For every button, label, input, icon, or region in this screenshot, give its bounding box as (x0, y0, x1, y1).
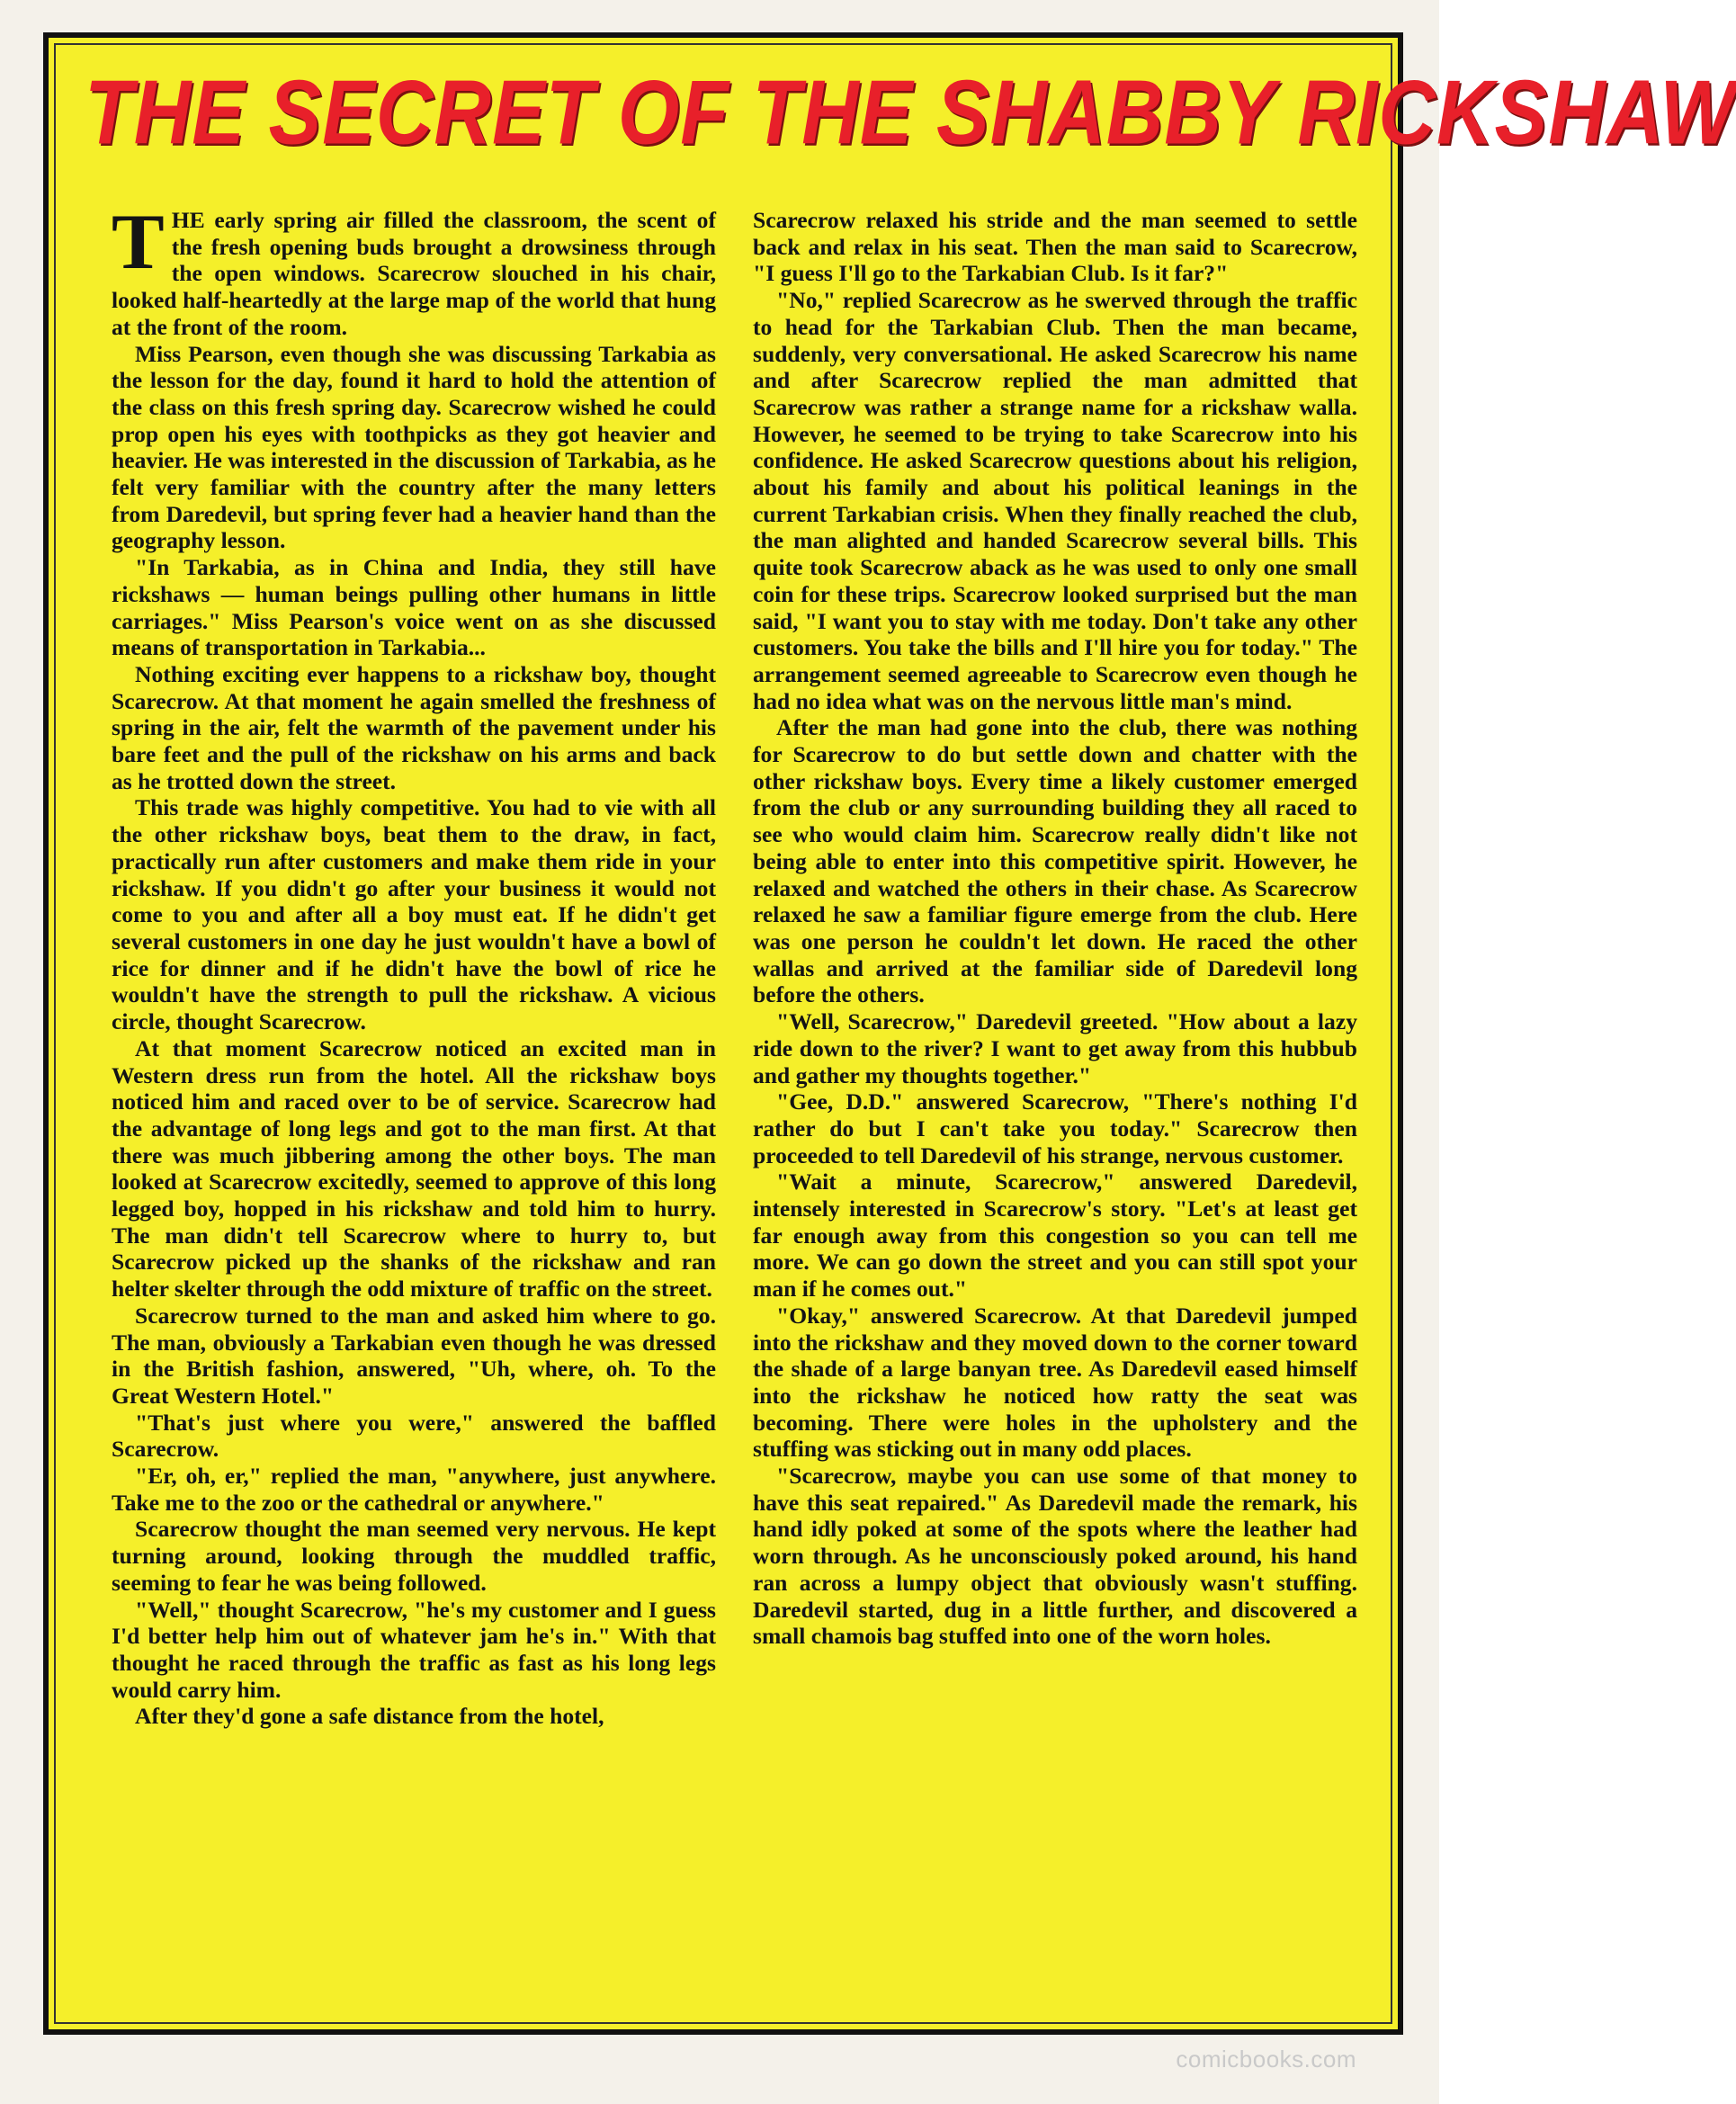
story-paragraph: "No," replied Scarecrow as he swerved through the traffic to head for the Tarkabian Club. Then the man became, suddenly, very conversational. He asked Scarecrow his name and after Scarecrow replied the man admitted that Scarecrow was rather a strange name for a rickshaw walla. However, he seemed to be trying to take Scarecrow into his confidence. He asked Scarecrow questions about his religion, about his family and about his political leanings in the current Tarkabian crisis. When they finally reached the club, the man alighted and handed Scarecrow several bills. This quite took Scarecrow aback as he was used to only one small coin for these trips. Scarecrow looked surprised but the man said, "I want you to stay with me today. Don't take any other customers. You take the bills and I'll hire you for today." The arrangement seemed agreeable to Scarecrow even though he had no idea what was on the nervous little man's mind. (753, 287, 1357, 714)
story-paragraph: Miss Pearson, even though she was discussing Tarkabia as the lesson for the day, found it hard to hold the attention of the class on this fresh spring day. Scarecrow wished he could prop open his eyes with toothpicks as they got heavier and heavier. He was interested in the discussion of Tarkabia, as he felt very familiar with the country after the many letters from Daredevil, but spring fever had a heavier hand than the geography lesson. (112, 340, 716, 554)
story-paragraph: "Wait a minute, Scarecrow," answered Daredevil, intensely interested in Scarecrow's story. "Let's at least get far enough away from this congestion so you can tell me more. We can go down the street and you can still spot your man if he comes out." (753, 1168, 1357, 1303)
story-paragraph: After they'd gone a safe distance from the hotel, (135, 1703, 604, 1730)
story-paragraph: Scarecrow thought the man seemed very nervous. He kept turning around, looking through the muddled traffic, seeming to fear he was being followed. (112, 1516, 716, 1596)
story-paragraph: Scarecrow relaxed his stride and the man seemed to settle back and relax in his seat. Then the man said to Scarecrow, "I guess I'll go to the Tarkabian Club. Is it far?" (753, 207, 1357, 287)
story-paragraph: "Gee, D.D." answered Scarecrow, "There's nothing I'd rather do but I can't take you today." Scarecrow then proceeded to tell Daredevil of his strange, nervous customer. (753, 1088, 1357, 1168)
story-paragraph: THE early spring air filled the classroom, the scent of the fresh opening buds brought a drowsiness through the open windows. Scarecrow slouched in his chair, looked half-heartedly at the large map of the world that hung at the front of the room. (112, 199, 716, 340)
story-paragraph: "That's just where you were," answered the baffled Scarecrow. (112, 1409, 716, 1463)
story-paragraph: "Scarecrow, maybe you can use some of that money to have this seat repaired." As Daredevil made the remark, his hand idly poked at some of the spots where the leather had worn through. As he unconsciously poked around, his hand ran across a lumpy object that obviously wasn't stuffing. Daredevil started, dug in a little further, and discovered a small chamois bag stuffed into one of the worn holes. (753, 1463, 1357, 1650)
story-paragraph: "Well, Scarecrow," Daredevil greeted. "How about a lazy ride down to the river? I want to get away from this hubbub and gather my thoughts together." (753, 1008, 1357, 1088)
text-panel (43, 32, 1736, 2035)
story-paragraph: This trade was highly competitive. You had to vie with all the other rickshaw boys, beat them to the draw, in fact, practically run after customers and make them ride in your rickshaw. If you didn't go after your business it would not come to you and after all a boy must eat. If he didn't get several customers in one day he just wouldn't have a bowl of rice for dinner and if he didn't have the bowl of rice he wouldn't have the strength to pull the rickshaw. A vicious circle, thought Scarecrow. (112, 794, 716, 1035)
story-paragraph: "Okay," answered Scarecrow. At that Daredevil jumped into the rickshaw and they moved down to the corner toward the shade of a large banyan tree. As Daredevil eased himself into the rickshaw he noticed how ratty the seat was becoming. There were holes in the upholstery and the stuffing was sticking out in many odd places. (753, 1302, 1357, 1463)
watermark: comicbooks.com (1176, 2046, 1356, 2073)
story-paragraph: At that moment Scarecrow noticed an excited man in Western dress run from the hotel. All the rickshaw boys noticed him and raced over to be of service. Scarecrow had the advantage of long legs and got to the man first. At that there was much jibbering among the other boys. The man looked at Scarecrow excitedly, seemed to approve of this long legged boy, hopped in his rickshaw and told him to hurry. The man didn't tell Scarecrow where to hurry to, but Scarecrow picked up the shanks of the rickshaw and ran helter skelter through the odd mixture of traffic on the street. (112, 1034, 716, 1303)
story-paragraph: Nothing exciting ever happens to a rickshaw boy, thought Scarecrow. At that moment he again smelled the freshness of spring in the air, felt the warmth of the pavement under his bare feet and the pull of the rickshaw on his arms and back as he trotted down the street. (112, 660, 716, 794)
story-paragraph: After the man had gone into the club, there was nothing for Scarecrow to do but settle down and chatter with the other rickshaw boys. Every time a likely customer emerged from the club or any surrounding building they all raced to see who would claim him. Scarecrow really didn't like not being able to enter into this competitive spirit. However, he relaxed and watched the others in their chase. As Scarecrow relaxed he saw a familiar figure emerge from the club. Here was one person he couldn't let down. He raced the other wallas and arrived at the familiar side of Daredevil long before the others. (753, 714, 1357, 1008)
story-paragraph: Scarecrow turned to the man and asked him where to go. The man, obviously a Tarkabian even though he was dressed in the British fashion, answered, "Uh, where, oh. To the Great Western Hotel." (112, 1302, 716, 1409)
story-paragraph: "In Tarkabia, as in China and India, they still have rickshaws — human beings pulling other humans in little carriages." Miss Pearson's voice went on as she discussed means of transportation in Tarkabia... (112, 554, 716, 661)
story-paragraph: "Er, oh, er," replied the man, "anywhere, just anywhere. Take me to the zoo or the cathedral or anywhere." (112, 1463, 716, 1516)
story-title: THE SECRET OF THE SHABBY RICKSHAW (85, 60, 1736, 164)
story-paragraph: "Well," thought Scarecrow, "he's my customer and I guess I'd better help him out of whatever jam he's in." With that thought he raced through the traffic as fast as his long legs would carry him. (112, 1596, 716, 1703)
story-columns (112, 199, 1357, 2015)
left-column (112, 199, 716, 2015)
right-column (753, 207, 1357, 2015)
